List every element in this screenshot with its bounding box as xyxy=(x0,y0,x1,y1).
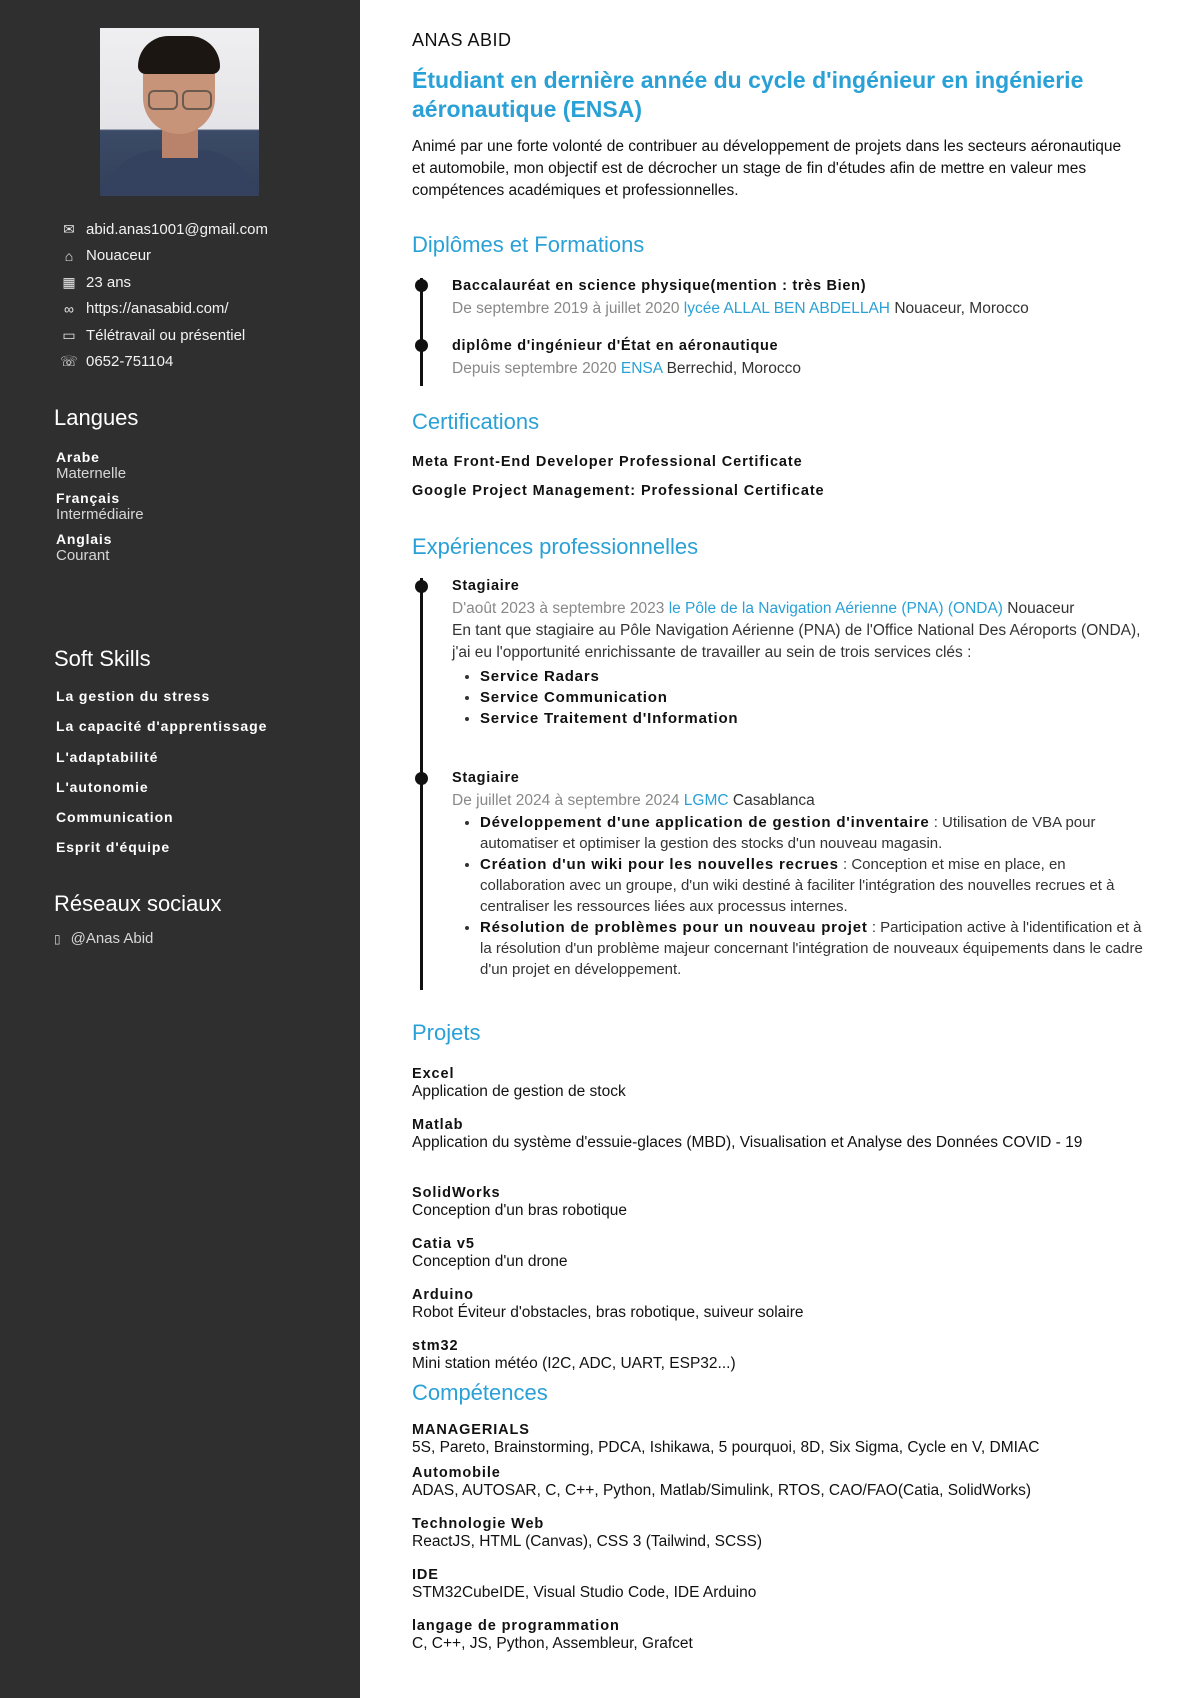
experience-bullet xyxy=(480,666,1152,687)
language-item xyxy=(56,449,346,482)
education-period: Depuis septembre 2020 xyxy=(452,360,617,377)
experience-bullet xyxy=(480,812,1152,854)
contact-list xyxy=(58,216,358,375)
certification-item: Google Project Management: Professional Certificate xyxy=(412,483,825,499)
bullet-bold: Service Traitement d'Information xyxy=(480,710,739,727)
project-item xyxy=(412,1236,1132,1272)
bullet-bold: Développement d'une application de gestion d'inventaire xyxy=(480,814,930,831)
language-name: Arabe xyxy=(56,449,100,465)
language-name: Anglais xyxy=(56,531,113,547)
summary: Animé par une forte volonté de contribuer au développement de projets dans les secteurs aéronautique et automobile, mon objectif est de décrocher un stage de fin d'études afin de mettre en valeur mes compétences académiques et professionnelles. xyxy=(412,138,1122,199)
skill-category-name: MANAGERIALS xyxy=(412,1422,530,1438)
timeline-dot xyxy=(415,580,428,593)
education-item xyxy=(452,338,1152,378)
project-desc: Mini station météo (I2C, ADC, UART, ESP32...) xyxy=(412,1355,736,1372)
project-tool: stm32 xyxy=(412,1338,459,1354)
contact-website[interactable] xyxy=(58,296,358,323)
bullet-text: : Conception et mise en place, en collaboration avec un groupe, d'un wiki destiné à faciliter l'intégration des nouvelles recrues et à centraliser les ressources liées aux processus internes. xyxy=(480,856,1115,915)
contact-website-text[interactable]: https://anasabid.com/ xyxy=(86,300,229,318)
language-item xyxy=(56,531,346,564)
experience-meta xyxy=(452,600,1152,618)
education-place: Berrechid, Morocco xyxy=(666,360,801,377)
project-item xyxy=(412,1287,1132,1323)
home-icon: ⌂ xyxy=(64,247,74,264)
bullet-bold: Résolution de problèmes pour un nouveau projet xyxy=(480,919,868,936)
project-tool: SolidWorks xyxy=(412,1185,501,1201)
skill-category-desc: ADAS, AUTOSAR, C, C++, Python, Matlab/Simulink, RTOS, CAO/FAO(Catia, SolidWorks) xyxy=(412,1482,1032,1499)
calendar-icon: ▦ xyxy=(62,273,76,290)
experience-bullet xyxy=(480,917,1152,980)
languages-list xyxy=(56,449,346,572)
candidate-name: ANAS ABID xyxy=(412,30,512,50)
language-level: Courant xyxy=(56,547,110,564)
skill-category-desc: ReactJS, HTML (Canvas), CSS 3 (Tailwind, SCSS) xyxy=(412,1533,762,1550)
contact-address xyxy=(58,243,358,270)
education-title: Diplômes et Formations xyxy=(412,232,645,257)
project-item xyxy=(412,1117,1132,1153)
experience-role: Stagiaire xyxy=(452,578,520,594)
timeline-dot xyxy=(415,279,428,292)
social-link[interactable] xyxy=(54,930,153,947)
experience-meta xyxy=(452,792,1152,810)
certification-item: Meta Front-End Developer Professional Certificate xyxy=(412,454,803,470)
skill-category-desc: STM32CubeIDE, Visual Studio Code, IDE Arduino xyxy=(412,1584,757,1601)
project-desc: Application du système d'essuie-glaces (MBD), Visualisation et Analyse des Données COVID - 19 xyxy=(412,1134,1083,1151)
contact-phone[interactable] xyxy=(58,349,358,376)
soft-skills-list xyxy=(56,688,356,870)
project-item xyxy=(412,1338,1132,1374)
experience-bullet xyxy=(480,854,1152,917)
contact-age-text: 23 ans xyxy=(86,273,132,291)
contact-email[interactable] xyxy=(58,216,358,243)
experience-company: LGMC xyxy=(683,792,729,809)
project-tool: Arduino xyxy=(412,1287,474,1303)
education-place: Nouaceur, Morocco xyxy=(894,300,1029,317)
contact-work-mode xyxy=(58,322,358,349)
education-item xyxy=(452,278,1152,318)
skill-category xyxy=(412,1422,1132,1458)
timeline-dot xyxy=(415,772,428,785)
education-degree: Baccalauréat en science physique(mention : très Bien) xyxy=(452,278,867,294)
experience-place: Nouaceur xyxy=(1007,600,1075,617)
profile-photo xyxy=(100,28,259,196)
skill-category xyxy=(412,1618,1132,1654)
experience-item xyxy=(452,770,1152,980)
projects-title: Projets xyxy=(412,1020,481,1045)
project-desc: Robot Éviteur d'obstacles, bras robotique, suiveur solaire xyxy=(412,1304,804,1321)
experience-period: De juillet 2024 à septembre 2024 xyxy=(452,792,680,809)
social-title: Réseaux sociaux xyxy=(54,891,222,916)
project-item xyxy=(412,1066,1132,1102)
education-school: ENSA xyxy=(620,360,663,377)
link-icon: ∞ xyxy=(64,300,74,317)
contact-work-mode-text: Télétravail ou présentiel xyxy=(86,326,246,344)
bullet-text: : Participation active à l'identification et à la résolution d'un problème majeur concernant l'intégration de nouveaux équipements dans le cadre d'un projet en développement. xyxy=(480,919,1143,978)
language-level: Intermédiaire xyxy=(56,506,144,523)
skill-category-name: IDE xyxy=(412,1567,439,1583)
experience-title: Expériences professionnelles xyxy=(412,534,699,559)
laptop-icon: ▭ xyxy=(62,326,76,343)
bullet-bold: Création d'un wiki pour les nouvelles recrues xyxy=(480,856,839,873)
skill-category-name: Technologie Web xyxy=(412,1516,545,1532)
skill-category-desc: 5S, Pareto, Brainstorming, PDCA, Ishikawa, 5 pourquoi, 8D, Six Sigma, Cycle en V, DMIAC xyxy=(412,1439,1040,1456)
language-level: Maternelle xyxy=(56,465,127,482)
bullet-bold: Service Radars xyxy=(480,668,600,685)
experience-bullets xyxy=(452,812,1152,980)
experience-bullet xyxy=(480,687,1152,708)
soft-skills-title: Soft Skills xyxy=(54,646,151,671)
soft-skill-item: Esprit d'équipe xyxy=(56,839,171,856)
skill-category xyxy=(412,1516,1132,1552)
soft-skill-item: Communication xyxy=(56,809,174,826)
soft-skill-item: L'adaptabilité xyxy=(56,748,159,765)
skills-title: Compétences xyxy=(412,1380,548,1405)
experience-company: le Pôle de la Navigation Aérienne (PNA) (ONDA) xyxy=(668,600,1003,617)
education-period: De septembre 2019 à juillet 2020 xyxy=(452,300,680,317)
project-desc: Conception d'un bras robotique xyxy=(412,1202,627,1219)
experience-bullets xyxy=(452,666,1152,729)
contact-address-text: Nouaceur xyxy=(86,247,152,265)
education-school: lycée ALLAL BEN ABDELLAH xyxy=(683,300,891,317)
timeline-dot xyxy=(415,339,428,352)
skill-category xyxy=(412,1567,1132,1603)
skill-category xyxy=(412,1465,1132,1501)
languages-title: Langues xyxy=(54,405,139,430)
education-meta xyxy=(452,300,1152,318)
skill-category-desc: C, C++, JS, Python, Assembleur, Grafcet xyxy=(412,1635,693,1652)
project-tool: Matlab xyxy=(412,1117,464,1133)
social-handle[interactable]: @Anas Abid xyxy=(70,930,154,947)
contact-phone-text: 0652-751104 xyxy=(86,353,174,371)
project-desc: Application de gestion de stock xyxy=(412,1083,626,1100)
skill-category-name: langage de programmation xyxy=(412,1618,620,1634)
experience-description: En tant que stagiaire au Pôle Navigation Aérienne (PNA) de l'Office National Des Aéroports (ONDA), j'ai eu l'opportunité enrichissante de travailler au sein de trois services clés : xyxy=(452,622,1141,661)
experience-role: Stagiaire xyxy=(452,770,520,786)
experience-item xyxy=(452,578,1152,729)
contact-email-text: abid.anas1001@gmail.com xyxy=(86,220,268,238)
project-desc: Conception d'un drone xyxy=(412,1253,568,1270)
soft-skill-item: L'autonomie xyxy=(56,778,149,795)
skill-category-name: Automobile xyxy=(412,1465,501,1481)
envelope-icon: ✉ xyxy=(63,220,75,237)
bullet-bold: Service Communication xyxy=(480,689,668,706)
education-meta xyxy=(452,360,1152,378)
education-timeline xyxy=(420,278,423,386)
project-item xyxy=(412,1185,1132,1221)
soft-skill-item: La gestion du stress xyxy=(56,688,211,704)
soft-skill-item: La capacité d'apprentissage xyxy=(56,718,268,735)
project-tool: Catia v5 xyxy=(412,1236,475,1252)
certifications-title: Certifications xyxy=(412,409,540,434)
project-tool: Excel xyxy=(412,1066,455,1082)
sidebar xyxy=(0,0,360,1698)
experience-period: D'août 2023 à septembre 2023 xyxy=(452,600,665,617)
education-degree: diplôme d'ingénieur d'État en aéronautique xyxy=(452,338,779,354)
language-item xyxy=(56,490,346,523)
social-icon: ▯ xyxy=(54,932,61,946)
experience-bullet xyxy=(480,708,1152,729)
phone-icon: ☏ xyxy=(60,353,78,370)
experience-place: Casablanca xyxy=(732,792,815,809)
language-name: Français xyxy=(56,490,120,506)
contact-age xyxy=(58,269,358,296)
headline: Étudiant en dernière année du cycle d'ingénieur en ingénierie aéronautique (ENSA) xyxy=(412,67,1084,122)
bullet-text: : Utilisation de VBA pour automatiser et optimiser la gestion des stocks d'un nouveau magasin. xyxy=(480,814,1096,852)
